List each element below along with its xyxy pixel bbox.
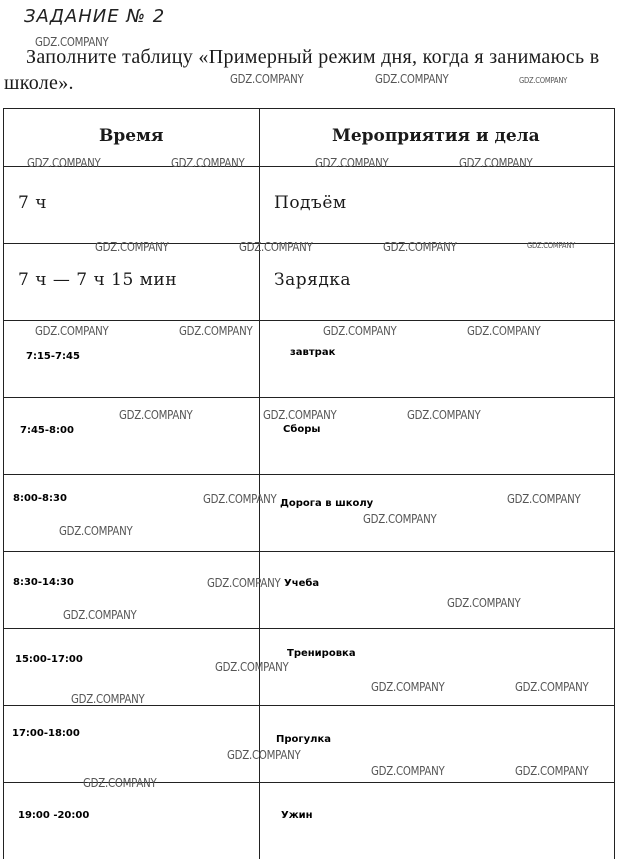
row-activity: Учеба: [284, 578, 320, 589]
row-activity: завтрак: [290, 347, 336, 358]
watermark: GDZ.COMPANY: [71, 692, 145, 706]
watermark: GDZ.COMPANY: [59, 524, 133, 538]
watermark: GDZ.COMPANY: [407, 408, 481, 422]
row-time: 7:45-8:00: [20, 425, 74, 436]
watermark: GDZ.COMPANY: [215, 660, 289, 674]
watermark: GDZ.COMPANY: [83, 776, 157, 790]
watermark: GDZ.COMPANY: [27, 156, 101, 170]
row-activity: Сборы: [283, 424, 321, 435]
watermark: GDZ.COMPANY: [263, 408, 337, 422]
row-divider: [3, 320, 615, 321]
watermark: GDZ.COMPANY: [519, 76, 568, 85]
row-time: 8:30-14:30: [13, 577, 74, 588]
row-time: 8:00-8:30: [13, 493, 67, 504]
task-title: ЗАДАНИЕ № 2: [24, 6, 166, 27]
row-time: 19:00 -20:00: [18, 810, 90, 821]
row-divider: [3, 551, 615, 552]
watermark: GDZ.COMPANY: [119, 408, 193, 422]
watermark: GDZ.COMPANY: [467, 324, 541, 338]
watermark: GDZ.COMPANY: [315, 156, 389, 170]
watermark: GDZ.COMPANY: [515, 764, 589, 778]
watermark: GDZ.COMPANY: [447, 596, 521, 610]
watermark: GDZ.COMPANY: [171, 156, 245, 170]
watermark: GDZ.COMPANY: [227, 748, 301, 762]
row-time: 7 ч — 7 ч 15 мин: [18, 270, 178, 290]
watermark: GDZ.COMPANY: [383, 240, 457, 254]
watermark: GDZ.COMPANY: [35, 324, 109, 338]
header-activity: Мероприятия и дела: [332, 126, 540, 146]
watermark: GDZ.COMPANY: [230, 72, 304, 86]
watermark: GDZ.COMPANY: [527, 241, 576, 250]
row-time: 17:00-18:00: [12, 728, 80, 739]
row-divider: [3, 474, 615, 475]
watermark: GDZ.COMPANY: [507, 492, 581, 506]
watermark: GDZ.COMPANY: [371, 764, 445, 778]
row-activity: Зарядка: [274, 270, 352, 290]
watermark: GDZ.COMPANY: [459, 156, 533, 170]
row-activity: Подъём: [274, 193, 347, 213]
watermark: GDZ.COMPANY: [323, 324, 397, 338]
watermark: GDZ.COMPANY: [95, 240, 169, 254]
row-time: 7 ч: [18, 193, 47, 213]
watermark: GDZ.COMPANY: [363, 512, 437, 526]
instruction-text: Заполните таблицу «Примерный режим дня, когда я занимаюсь в школе».: [4, 46, 600, 94]
watermark: GDZ.COMPANY: [515, 680, 589, 694]
header-time: Время: [99, 126, 164, 146]
watermark: GDZ.COMPANY: [35, 35, 109, 49]
row-divider: [3, 628, 615, 629]
watermark: GDZ.COMPANY: [203, 492, 277, 506]
column-divider: [259, 108, 260, 859]
row-activity: Тренировка: [287, 648, 356, 659]
row-activity: Дорога в школу: [280, 498, 374, 509]
watermark: GDZ.COMPANY: [207, 576, 281, 590]
row-activity: Ужин: [281, 810, 313, 821]
watermark: GDZ.COMPANY: [179, 324, 253, 338]
table-top-border: [3, 108, 615, 109]
watermark: GDZ.COMPANY: [371, 680, 445, 694]
row-activity: Прогулка: [276, 734, 331, 745]
watermark: GDZ.COMPANY: [63, 608, 137, 622]
row-divider: [3, 397, 615, 398]
watermark: GDZ.COMPANY: [375, 72, 449, 86]
watermark: GDZ.COMPANY: [239, 240, 313, 254]
table-left-border: [3, 108, 4, 859]
table-right-border: [614, 108, 615, 859]
row-time: 7:15-7:45: [26, 351, 80, 362]
row-time: 15:00-17:00: [15, 654, 83, 665]
